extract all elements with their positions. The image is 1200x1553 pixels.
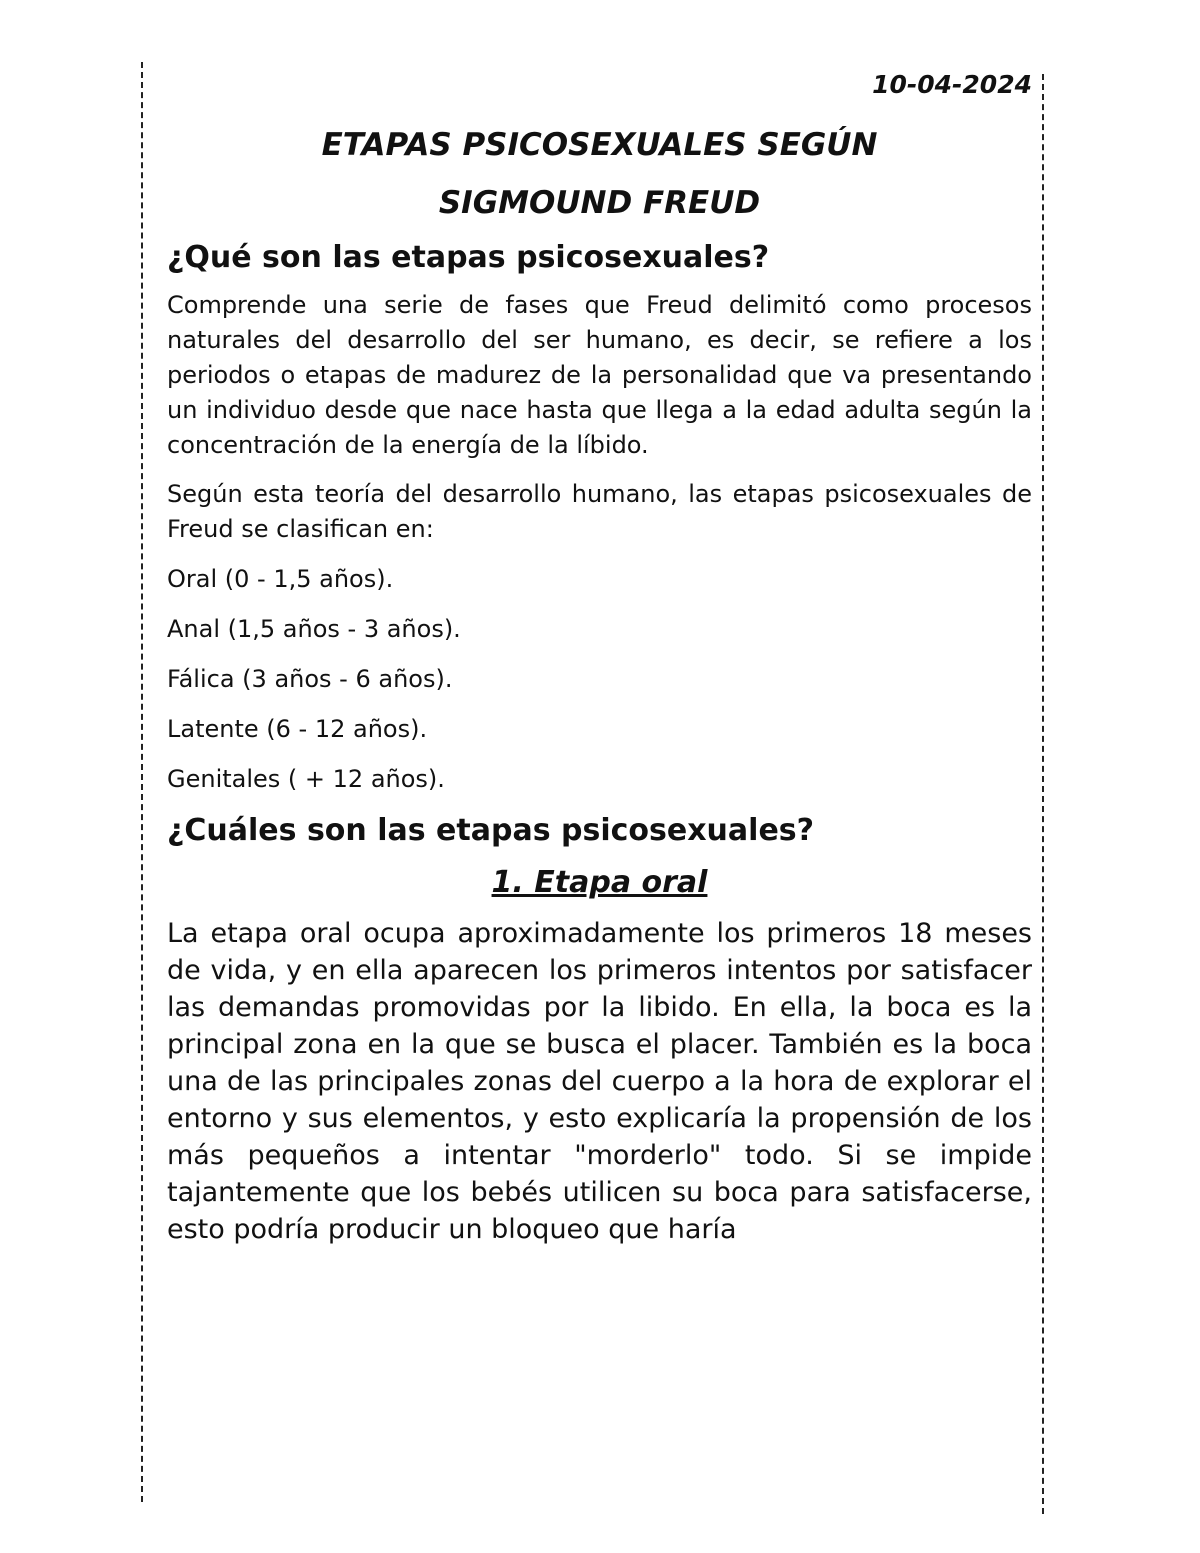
document-date: 10-04-2024 bbox=[872, 70, 1032, 99]
page-border-left bbox=[141, 62, 143, 1502]
title-line-1: ETAPAS PSICOSEXUALES SEGÚN bbox=[321, 127, 878, 163]
document-title bbox=[167, 116, 1032, 232]
subheading-oral-stage: 1. Etapa oral bbox=[491, 865, 708, 900]
section-heading-which-are: ¿Cuáles son las etapas psicosexuales? bbox=[167, 813, 815, 848]
list-item: Genitales ( + 12 años). bbox=[167, 765, 445, 793]
list-item: Fálica (3 años - 6 años). bbox=[167, 665, 453, 693]
paragraph-definition: Comprende una serie de fases que Freud delimitó como procesos naturales del desarrollo del ser humano, es decir, se refiere a los periodos o etapas de madurez de la personalidad que va presentando un individuo desde que nace hasta que llega a la edad adulta según la concentración de la energía de la líbido. bbox=[167, 291, 1032, 459]
list-item: Oral (0 - 1,5 años). bbox=[167, 565, 394, 593]
paragraph-classification: Según esta teoría del desarrollo humano, las etapas psicosexuales de Freud se clasifican en: bbox=[167, 480, 1032, 543]
paragraph-oral-stage: La etapa oral ocupa aproximadamente los primeros 18 meses de vida, y en ella aparecen los primeros intentos por satisfacer las demandas promovidas por la libido. En ella, la boca es la principal zona en la que se busca el placer. También es la boca una de las principales zonas del cuerpo a la hora de explorar el entorno y sus elementos, y esto explicaría la propensión de los más pequeños a intentar "morderlo" todo. Si se impide tajantemente que los bebés utilicen su boca para satisfacerse, esto podría producir un bloqueo que haría bbox=[167, 918, 1032, 1245]
stage-list bbox=[167, 562, 1032, 797]
list-item: Anal (1,5 años - 3 años). bbox=[167, 615, 461, 643]
title-line-2: SIGMOUND FREUD bbox=[438, 185, 761, 221]
page-border-right bbox=[1042, 74, 1044, 1514]
document-body bbox=[167, 62, 1032, 1248]
section-heading-what-are: ¿Qué son las etapas psicosexuales? bbox=[167, 240, 770, 275]
list-item: Latente (6 - 12 años). bbox=[167, 715, 428, 743]
